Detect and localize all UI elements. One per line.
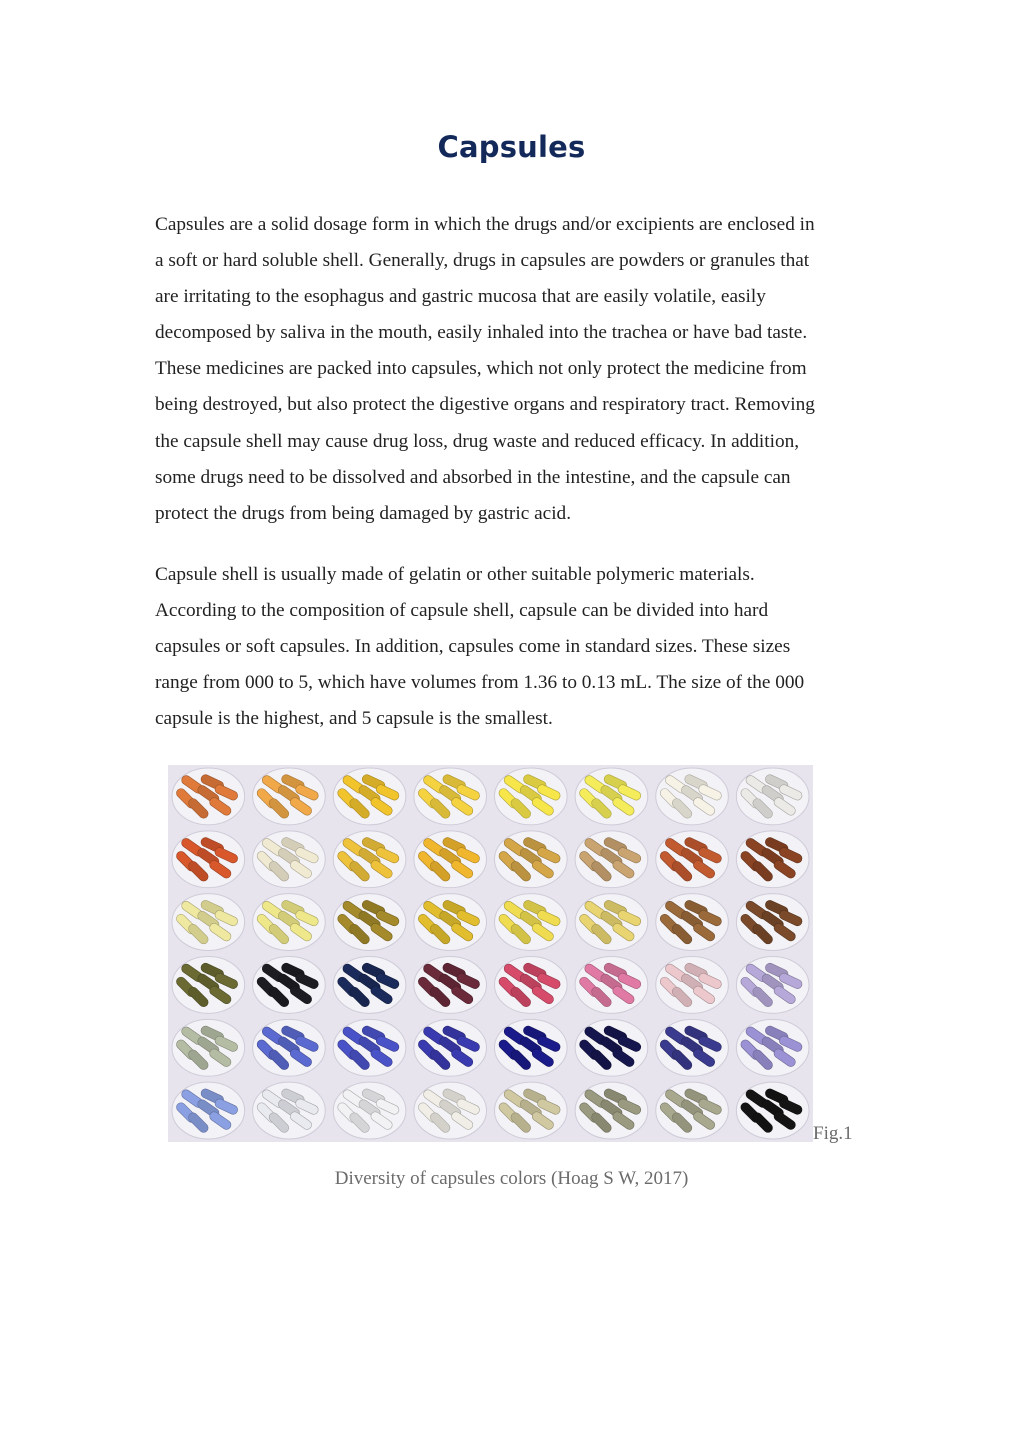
capsule-dish	[656, 1019, 729, 1076]
capsule-dish	[656, 957, 729, 1014]
capsule-dish	[172, 894, 245, 951]
capsule-dish	[172, 1082, 245, 1139]
capsule-dish	[495, 957, 568, 1014]
capsule-dish	[172, 1019, 245, 1076]
capsule-dish	[495, 831, 568, 888]
paragraph-intro-line: being destroyed, but also protect the digestive organs and respiratory tract. Removing	[155, 394, 815, 416]
capsule-colors-figure	[168, 765, 813, 1142]
capsule-dish	[414, 831, 487, 888]
capsule-dish	[172, 957, 245, 1014]
capsule-dish	[253, 957, 326, 1014]
capsule-dish	[495, 768, 568, 825]
paragraph-capsule-shell-line: capsules or soft capsules. In addition, capsules come in standard sizes. These sizes	[155, 636, 791, 658]
capsule-dish	[736, 957, 809, 1014]
paragraph-capsule-shell	[155, 557, 870, 737]
capsule-dish	[172, 768, 245, 825]
capsule-dish	[333, 1019, 406, 1076]
capsule-dish	[414, 894, 487, 951]
capsule-dish	[495, 1019, 568, 1076]
paragraph-capsule-shell-line: range from 000 to 5, which have volumes from 1.36 to 0.13 mL. The size of the 000	[155, 672, 805, 694]
paragraph-intro-line: some drugs need to be dissolved and absorbed in the intestine, and the capsule can	[155, 466, 791, 488]
paragraph-capsule-shell-line: According to the composition of capsule shell, capsule can be divided into hard	[155, 600, 769, 622]
capsule-dish	[656, 768, 729, 825]
capsule-dish	[333, 957, 406, 1014]
capsule-dish	[736, 831, 809, 888]
capsule-colors-image	[168, 765, 813, 1142]
capsule-dish	[575, 894, 648, 951]
paragraph-intro-line: These medicines are packed into capsules, which not only protect the medicine from	[155, 358, 807, 380]
paragraph-intro-line: Capsules are a solid dosage form in which the drugs and/or excipients are enclosed in	[155, 214, 815, 235]
capsule-dish	[736, 768, 809, 825]
capsule-dish	[575, 1019, 648, 1076]
capsule-dish	[736, 894, 809, 951]
paragraph-intro-line: decomposed by saliva in the mouth, easily inhaled into the trachea or have bad taste.	[155, 322, 808, 344]
paragraph-intro-line: a soft or hard soluble shell. Generally, drugs in capsules are powders or granules that	[155, 250, 810, 272]
capsule-dish	[253, 768, 326, 825]
capsule-dish	[495, 894, 568, 951]
capsule-dish	[253, 1019, 326, 1076]
capsule-dish	[495, 1082, 568, 1139]
figure-label: Fig.1	[813, 1123, 853, 1144]
page-title: Capsules	[437, 130, 586, 164]
paragraph-capsule-shell-line: capsule is the highest, and 5 capsule is the smallest.	[155, 708, 553, 730]
capsule-dish	[333, 768, 406, 825]
capsule-dish	[575, 957, 648, 1014]
capsule-dish	[414, 1019, 487, 1076]
paragraph-intro	[155, 207, 870, 532]
capsule-dish	[575, 831, 648, 888]
capsule-dish	[333, 831, 406, 888]
paragraph-intro-line: are irritating to the esophagus and gastric mucosa that are easily volatile, easily	[155, 286, 766, 308]
capsule-dish	[656, 831, 729, 888]
capsule-dish	[575, 768, 648, 825]
capsule-dish	[656, 1082, 729, 1139]
capsule-dish	[414, 768, 487, 825]
figure-caption: Diversity of capsules colors (Hoag S W, 2017)	[334, 1168, 689, 1189]
capsule-dish	[172, 831, 245, 888]
capsule-dish	[333, 894, 406, 951]
capsule-dish	[736, 1019, 809, 1076]
capsule-dish	[575, 1082, 648, 1139]
capsule-dish	[253, 894, 326, 951]
capsule-dish	[253, 1082, 326, 1139]
capsule-dish	[414, 1082, 487, 1139]
paragraph-intro-line: protect the drugs from being damaged by gastric acid.	[155, 502, 572, 524]
capsule-dish	[414, 957, 487, 1014]
paragraph-intro-line: the capsule shell may cause drug loss, drug waste and reduced efficacy. In addition,	[155, 430, 800, 452]
capsule-dish	[333, 1082, 406, 1139]
paragraph-capsule-shell-line: Capsule shell is usually made of gelatin or other suitable polymeric materials.	[155, 564, 755, 585]
capsule-dish	[656, 894, 729, 951]
capsule-dish	[253, 831, 326, 888]
capsule-dish	[736, 1082, 809, 1139]
